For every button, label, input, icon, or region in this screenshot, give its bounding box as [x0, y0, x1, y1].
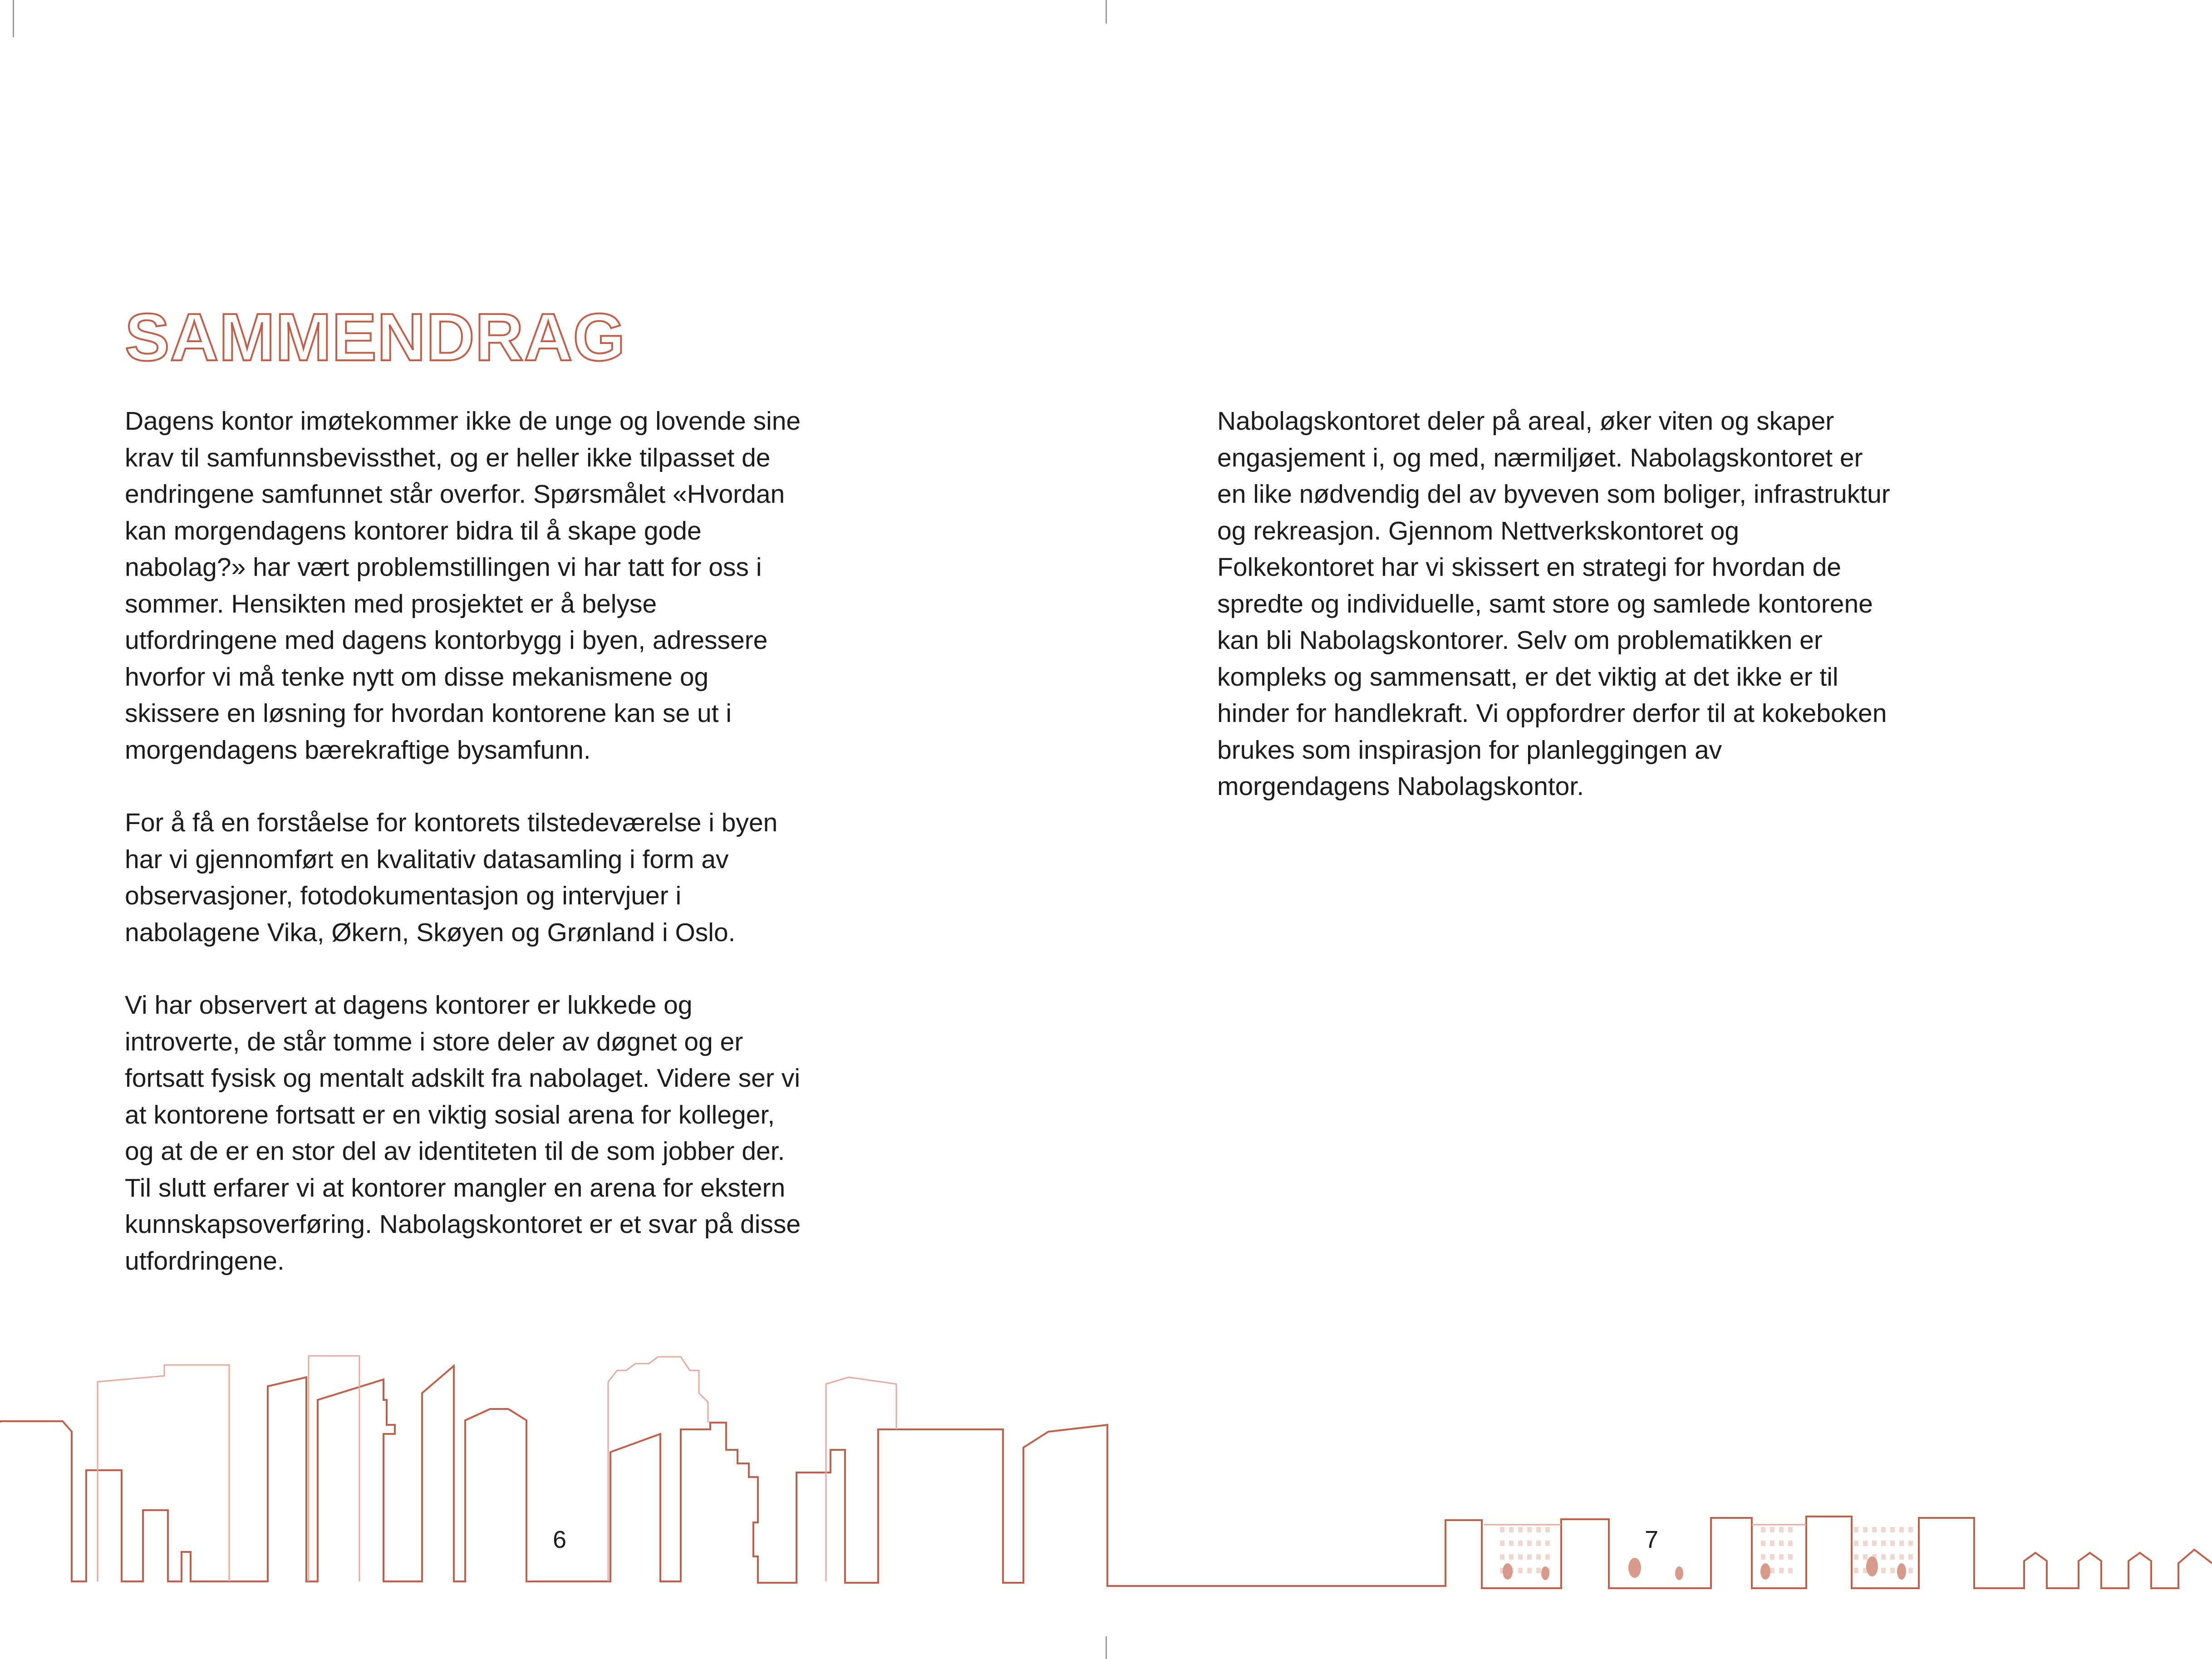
- figure-7: [1897, 1563, 1906, 1580]
- figure-1: [1503, 1563, 1513, 1580]
- figure-5: [1760, 1563, 1770, 1580]
- left-paragraph-2: For å få en forståelse for kontorets tilstedeværelse i byen har vi gjennomført en kvalitativ datasamling i form av observasjoner, fotodokumentasjon og intervjuer i nabolagene Vika, Økern, Skøyen og Grønland i Oslo.: [125, 808, 778, 947]
- skyline-left-outline: [0, 1366, 2212, 1588]
- crop-mark-bottom-center: [1106, 1636, 1107, 1659]
- page-number-right: 7: [1645, 1526, 1659, 1553]
- figure-2: [1541, 1566, 1549, 1580]
- figure-4: [1675, 1566, 1683, 1580]
- right-paragraph-1: Nabolagskontoret deler på areal, øker viten og skaper engasjement i, og med, nærmiljøet. Nabolagskontoret er en like nødvendig del av byveven som boliger, infrastruktur og rekreasjon. Gjennom Nettverkskontoret og Folkekontoret har vi skissert en strategi for hvordan de spredte og individuelle, samt store og samlede kontorene kan bli Nabolagskontorer. Selv om problematikken er kompleks og sammensatt, er det viktig at det ikke er til hinder for handlekraft. Vi oppfordrer derfor til at kokeboken brukes som inspirasjon for planleggingen av morgendagens Nabolagskontor.: [1217, 407, 1890, 801]
- left-paragraph-3: Vi har observert at dagens kontorer er lukkede og introverte, de står tomme i store deler av døgnet og er fortsatt fysisk og mentalt adskilt fra nabolaget. Videre ser vi at kontorene fortsatt er en viktig sosial arena for kolleger, og at de er en stor del av identiteten til de som jobber der. Til slutt erfarer vi at kontorer mangler en arena for ekstern kunnskapsoverføring. Nabolagskontoret er et svar på disse utfordringene.: [125, 991, 801, 1276]
- crop-mark-top-left: [13, 0, 14, 37]
- page-title: SAMMENDRAG: [125, 300, 626, 375]
- figure-3: [1628, 1558, 1641, 1578]
- left-column: [125, 403, 806, 1315]
- crop-mark-top-center: [1106, 0, 1107, 24]
- right-column: [1217, 403, 1898, 841]
- figure-6: [1866, 1556, 1878, 1576]
- left-paragraph-1: Dagens kontor imøtekommer ikke de unge og lovende sine krav til samfunnsbevissthet, og er heller ikke tilpasset de endringene samfunnet står overfor. Spørsmålet «Hvordan kan morgendagens kontorer bidra til å skape gode nabolag?» har vært problemstillingen vi har tatt for oss i sommer. Hensikten med prosjektet er å belyse utfordringene med dagens kontorbygg i byen, adressere hvorfor vi må tenke nytt om disse mekanismene og skissere en løsning for hvordan kontorene kan se ut i morgendagens bærekraftige bysamfunn.: [125, 407, 801, 765]
- skyline-illustration: [0, 1334, 2212, 1615]
- page-number-left: 6: [553, 1526, 567, 1553]
- skyline-back-outline: [98, 1356, 1806, 1581]
